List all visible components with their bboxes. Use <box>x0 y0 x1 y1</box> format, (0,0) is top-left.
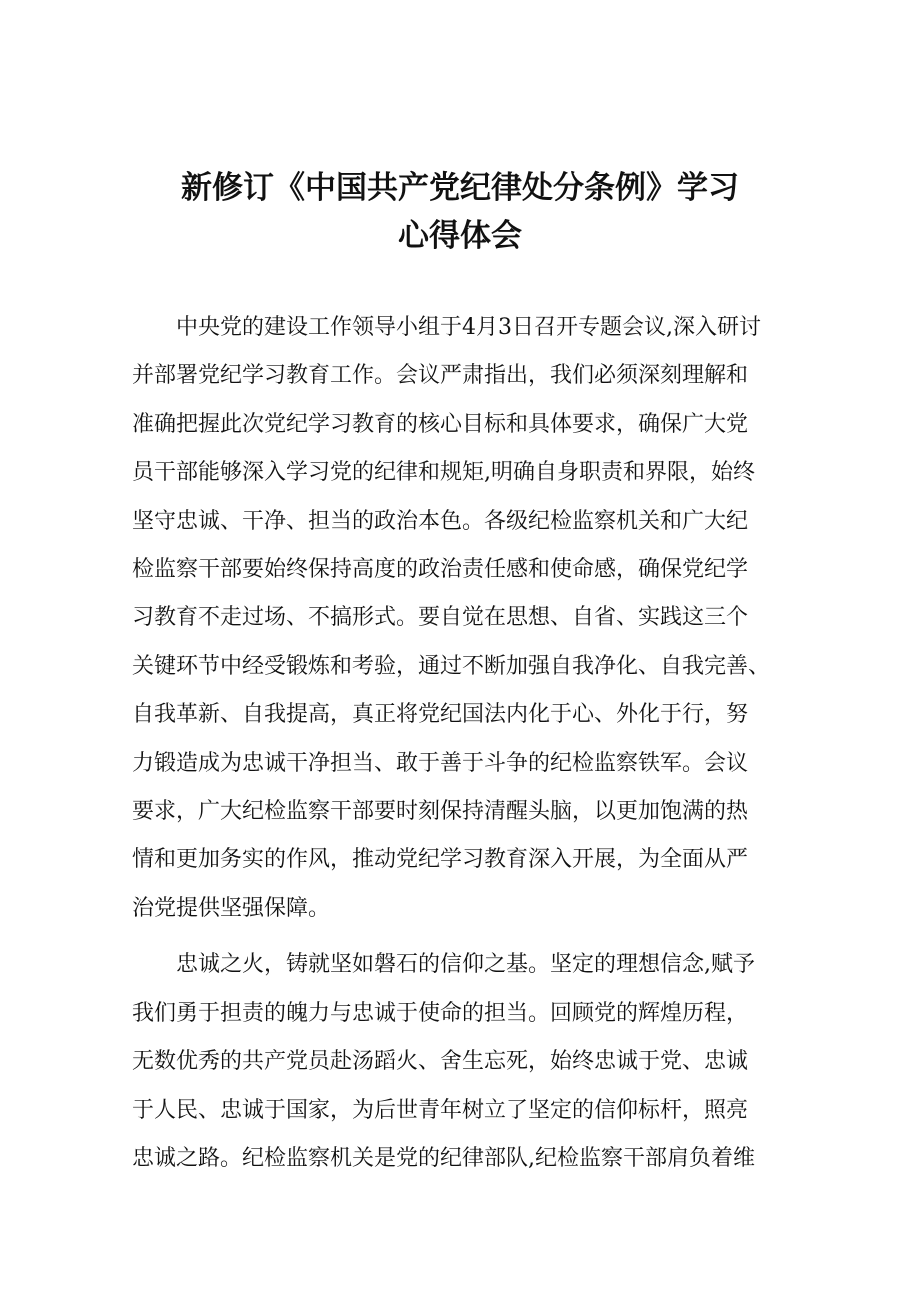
paragraph-line: 坚守忠诚、干净、担当的政治本色。各级纪检监察机关和广大纪 <box>132 508 749 534</box>
paragraph-line: 准确把握此次党纪学习教育的核心目标和具体要求，确保广大党 <box>132 411 749 437</box>
paragraph-line: 无数优秀的共产党员赴汤蹈火、舍生忘死，始终忠诚于党、忠诚 <box>132 1049 749 1075</box>
paragraph-line: 忠诚之火，铸就坚如磐石的信仰之基。坚定的理想信念,赋予 <box>176 952 755 978</box>
paragraph-1 <box>132 304 796 933</box>
paragraph-line: 习教育不走过场、不搞形式。要自觉在思想、自省、实践这三个 <box>132 605 749 631</box>
paragraph-line: 我们勇于担责的魄力与忠诚于使命的担当。回顾党的辉煌历程， <box>132 1000 749 1026</box>
paragraph-line: 要求，广大纪检监察干部要时刻保持清醒头脑，以更加饱满的热 <box>132 799 749 825</box>
paragraph-line: 治党提供坚强保障。 <box>132 895 331 921</box>
paragraph-2 <box>132 941 796 1183</box>
document-body <box>132 304 796 1191</box>
paragraph-line: 并部署党纪学习教育工作。会议严肃指出，我们必须深刻理解和 <box>132 363 749 389</box>
document-title <box>100 164 820 260</box>
title-line-1: 新修订《中国共产党纪律处分条例》学习 <box>181 170 739 206</box>
paragraph-line: 中央党的建设工作领导小组于4月3日召开专题会议,深入研讨 <box>176 315 761 340</box>
title-line-2: 心得体会 <box>398 218 522 254</box>
paragraph-line: 员干部能够深入学习党的纪律和规矩,明确自身职责和界限，始终 <box>132 460 755 486</box>
paragraph-line: 力锻造成为忠诚干净担当、敢于善于斗争的纪检监察铁军。会议 <box>132 750 749 776</box>
paragraph-line: 关键环节中经受锻炼和考验，通过不断加强自我净化、自我完善、 <box>132 653 771 679</box>
paragraph-line: 忠诚之路。纪检监察机关是党的纪律部队,纪检监察干部肩负着维 <box>132 1145 755 1171</box>
paragraph-line: 情和更加务实的作风，推动党纪学习教育深入开展，为全面从严 <box>132 847 749 873</box>
paragraph-line: 检监察干部要始终保持高度的政治责任感和使命感，确保党纪学 <box>132 557 749 583</box>
paragraph-line: 自我革新、自我提高，真正将党纪国法内化于心、外化于行，努 <box>132 702 749 728</box>
paragraph-line: 于人民、忠诚于国家，为后世青年树立了坚定的信仰标杆，照亮 <box>132 1097 749 1123</box>
